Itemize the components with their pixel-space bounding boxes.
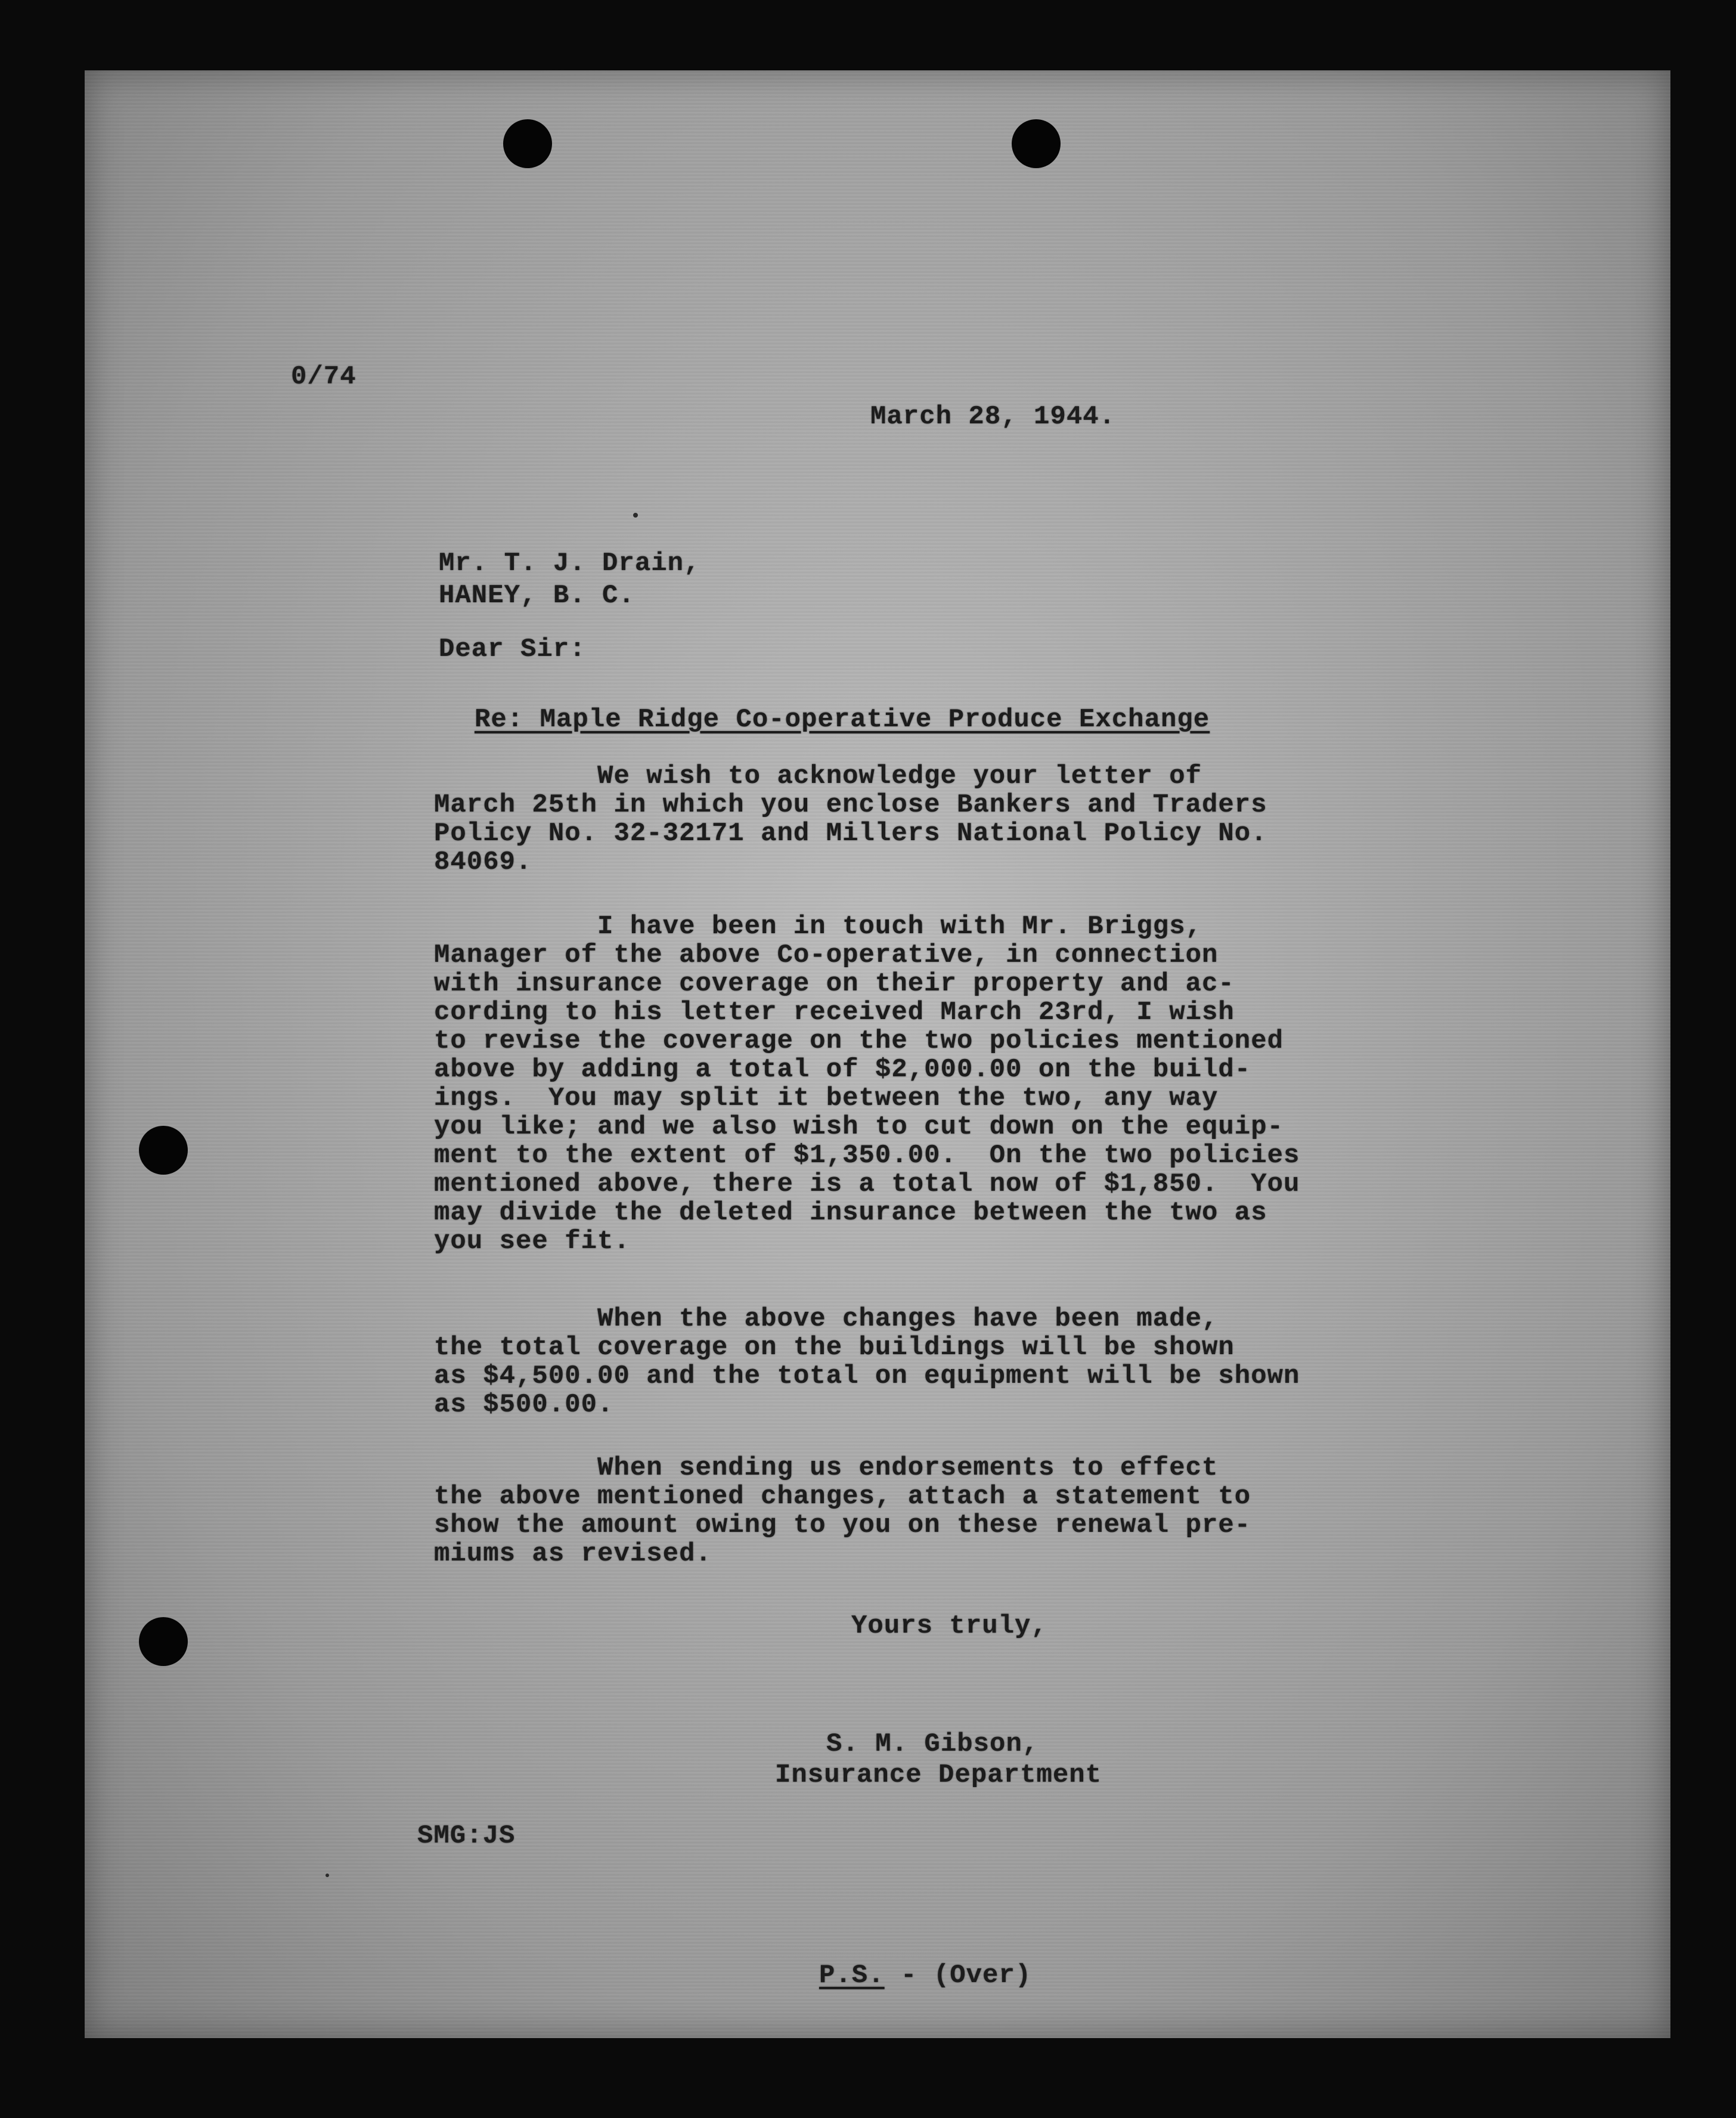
paragraph-acknowledgement bbox=[434, 762, 1424, 877]
punch-hole-left-lower bbox=[139, 1617, 188, 1666]
paragraph-line: March 25th in which you enclose Bankers and Traders bbox=[434, 790, 1267, 820]
paragraph-line: the above mentioned changes, attach a statement to bbox=[434, 1482, 1251, 1512]
paragraph-line: above by adding a total of $2,000.00 on the build- bbox=[434, 1055, 1251, 1085]
salutation: Dear Sir: bbox=[439, 634, 586, 664]
signatory-department: Insurance Department bbox=[775, 1760, 1102, 1790]
paragraph-line: show the amount owing to you on these renewal pre- bbox=[434, 1510, 1251, 1540]
paragraph-line: Policy No. 32-32171 and Millers National Policy No. bbox=[434, 819, 1267, 849]
recipient-location: HANEY, B. C. bbox=[439, 581, 635, 611]
postscript-over: - (Over) bbox=[884, 1961, 1032, 1990]
paragraph-line: mentioned above, there is a total now of $1,850. You bbox=[434, 1169, 1300, 1199]
paragraph-line: the total coverage on the buildings will be shown bbox=[434, 1333, 1235, 1363]
paragraph-line: you see fit. bbox=[434, 1227, 630, 1256]
signatory-name: S. M. Gibson, bbox=[826, 1729, 1039, 1759]
paragraph-line: ment to the extent of $1,350.00. On the two policies bbox=[434, 1141, 1300, 1171]
paragraph-line: miums as revised. bbox=[434, 1539, 712, 1569]
typist-initials: SMG:JS bbox=[417, 1821, 516, 1851]
file-reference: 0/74 bbox=[291, 362, 356, 392]
paragraph-line: cording to his letter received March 23rd, I wish bbox=[434, 998, 1235, 1027]
paragraph-line: as $500.00. bbox=[434, 1390, 614, 1420]
paragraph-line: When the above changes have been made, bbox=[434, 1304, 1219, 1334]
ink-speck bbox=[633, 513, 638, 518]
ink-speck bbox=[326, 1874, 329, 1877]
paragraph-coverage-revision bbox=[434, 912, 1424, 1256]
paragraph-line: to revise the coverage on the two policies mentioned bbox=[434, 1026, 1284, 1056]
punch-hole-left-middle bbox=[139, 1126, 188, 1175]
paragraph-line: 84069. bbox=[434, 847, 532, 877]
paragraph-endorsements bbox=[434, 1454, 1424, 1568]
postscript-mark: P.S. bbox=[819, 1961, 885, 1990]
paragraph-line: you like; and we also wish to cut down on the equip- bbox=[434, 1112, 1284, 1142]
paragraph-line: When sending us endorsements to effect bbox=[434, 1453, 1219, 1483]
postscript-note bbox=[819, 1959, 1031, 1992]
punch-hole-top-right bbox=[1012, 119, 1061, 168]
paragraph-line: Manager of the above Co-operative, in connection bbox=[434, 940, 1219, 970]
paragraph-line: We wish to acknowledge your letter of bbox=[434, 761, 1202, 791]
paragraph-line: with insurance coverage on their property and ac- bbox=[434, 969, 1235, 999]
paragraph-line: I have been in touch with Mr. Briggs, bbox=[434, 912, 1202, 942]
punch-hole-top-left bbox=[503, 119, 552, 168]
letter-date: March 28, 1944. bbox=[870, 402, 1116, 432]
paragraph-line: as $4,500.00 and the total on equipment will be shown bbox=[434, 1361, 1300, 1391]
subject-line: Re: Maple Ridge Co-operative Produce Exchange bbox=[475, 705, 1210, 735]
recipient-name: Mr. T. J. Drain, bbox=[439, 549, 700, 578]
paragraph-total-coverage bbox=[434, 1305, 1424, 1419]
paragraph-line: ings. You may split it between the two, any way bbox=[434, 1083, 1219, 1113]
complimentary-close: Yours truly, bbox=[851, 1611, 1047, 1641]
paragraph-line: may divide the deleted insurance between the two as bbox=[434, 1198, 1267, 1228]
